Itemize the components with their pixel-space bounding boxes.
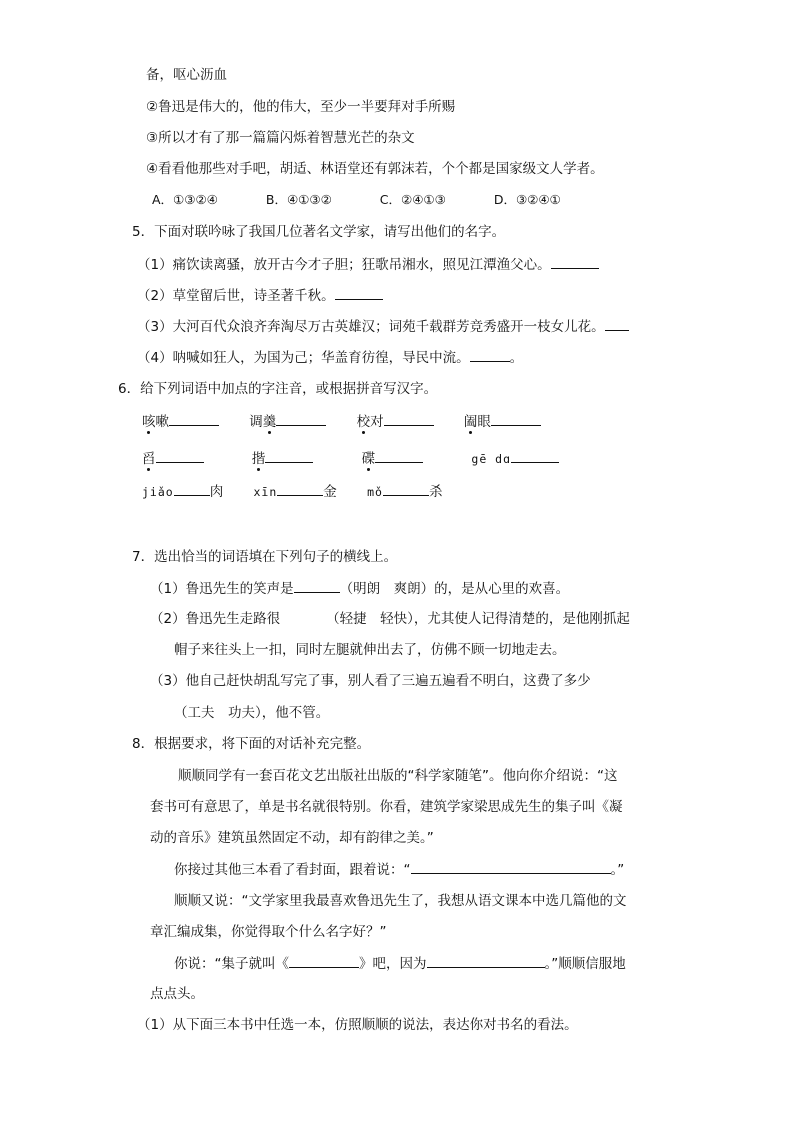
q6-row-1 — [142, 411, 541, 432]
q6-tail-2: 金 — [323, 484, 337, 500]
q5-item-4-text: （4）呐喊如狂人，为国为己；华盖育彷徨，导民中流。 — [137, 350, 470, 366]
q8-para-4-a: 你接过其他三本看了看封面，跟着说：“ — [174, 862, 411, 878]
q6-tail-3: 杀 — [428, 484, 443, 500]
q6-char-1: 舀 — [142, 451, 156, 467]
answer-blank[interactable] — [169, 411, 219, 426]
dotted-char: 咳 — [142, 414, 156, 430]
q4-option-a: A．①③②④ — [152, 192, 218, 207]
q8-para-1: 顺顺同学有一套百花文艺出版社出版的“科学家随笔”。他向你介绍说：“这 — [178, 768, 618, 784]
q6-pinyin-1: jiǎo — [142, 485, 174, 499]
q5-item-2 — [137, 285, 383, 306]
q6-pinyin-3: mǒ — [367, 485, 383, 499]
q8-para-4 — [174, 859, 624, 880]
q7-item-2 — [150, 609, 630, 629]
q4-options — [152, 190, 561, 210]
q4-option-b: B．④①③② — [265, 192, 332, 207]
answer-blank[interactable] — [265, 448, 313, 463]
answer-blank[interactable] — [411, 859, 611, 874]
q6-row-2 — [142, 448, 559, 469]
answer-blank[interactable] — [375, 448, 423, 463]
q8-para-7-b: 》吧，因为 — [359, 956, 427, 972]
q6-pinyin-2: xīn — [253, 485, 278, 499]
answer-blank[interactable] — [470, 347, 510, 362]
q8-para-7 — [174, 953, 626, 974]
q6-tail-1: 肉 — [209, 484, 224, 500]
answer-blank[interactable] — [294, 578, 340, 593]
q6-row-3 — [142, 481, 442, 502]
q8-stem: 8．根据要求，将下面的对话补充完整。 — [132, 736, 371, 752]
dotted-char: 羹 — [262, 414, 277, 430]
q7-item-1-b: （明朗 爽朗）的，是从心里的欢喜。 — [339, 581, 570, 597]
q8-para-8: 点点头。 — [150, 986, 204, 1002]
answer-blank[interactable] — [335, 285, 383, 300]
q6-word-3: 校对 — [356, 414, 384, 430]
q7-item-3: （3）他自己赶快胡乱写完了事，别人看了三遍五遍看不明白，这费了多少 — [150, 673, 591, 689]
q8-para-7-a: 你说：“集子就叫《 — [174, 956, 289, 972]
q7-item-2-cont: 帽子来往头上一扣，同时左腿就伸出去了，仿佛不顾一切地走去。 — [174, 642, 566, 658]
answer-blank[interactable] — [156, 448, 204, 463]
answer-blank[interactable] — [383, 481, 429, 496]
q5-item-1 — [137, 254, 599, 275]
q6-word-2: 调羹 — [249, 414, 277, 430]
q8-para-3: 动的音乐》建筑虽然固定不动，却有韵律之美。” — [150, 830, 434, 846]
q8-para-4-b: 。” — [610, 862, 625, 878]
q6-word-4: 阖眼 — [463, 414, 491, 430]
q7-item-2-a: （2）鲁迅先生走路很 — [150, 611, 281, 627]
dotted-char: 校 — [356, 414, 371, 430]
q4-item-4: ④看看他那些对手吧，胡适、林语堂还有郭沫若，个个都是国家级文人学者。 — [146, 161, 604, 177]
q6-char-2: 揩 — [251, 451, 266, 467]
q5-item-2-text: （2）草堂留后世，诗圣著千秋。 — [137, 288, 335, 304]
q7-item-2-b: （轻捷 轻快），尤其使人记得清楚的，是他刚抓起 — [326, 611, 630, 627]
answer-blank[interactable] — [605, 316, 629, 331]
q4-option-d: D．③②④① — [493, 192, 561, 207]
q5-stem: 5．下面对联吟咏了我国几位著名文学家，请写出他们的名字。 — [132, 224, 506, 240]
q4-item-2: ②鲁迅是伟大的，他的伟大，至少一半要拜对手所赐 — [146, 99, 456, 115]
q8-sub-1: （1）从下面三本书中任选一本，仿照顺顺的说法，表达你对书名的看法。 — [137, 1017, 578, 1033]
q6-stem: 6．给下列词语中加点的字注音，或根据拼音写汉字。 — [118, 381, 438, 397]
q7-item-1 — [150, 578, 569, 599]
q5-item-1-text: （1）痛饮读离骚，放开古今才子胆；狂歌吊湘水，照见江潭渔父心。 — [137, 257, 551, 273]
q6-char-3: 碟 — [361, 451, 376, 467]
q7-item-3-cont: （工夫 功夫），他不管。 — [174, 705, 330, 721]
answer-blank[interactable] — [427, 953, 545, 968]
answer-blank[interactable] — [276, 411, 326, 426]
dotted-char: 阖 — [463, 414, 478, 430]
q4-option-c: C．②④①③ — [379, 192, 446, 207]
q5-item-3 — [137, 316, 629, 337]
answer-blank[interactable] — [277, 481, 323, 496]
answer-blank[interactable] — [491, 411, 541, 426]
q8-para-6: 章汇编成集，你觉得取个什么名字好？” — [150, 924, 387, 940]
q4-item-3: ③所以才有了那一篇篇闪烁着智慧光芒的杂文 — [146, 130, 415, 146]
answer-blank[interactable] — [511, 448, 559, 463]
q6-word-1: 咳嗽 — [142, 414, 169, 430]
q7-stem: 7．选出恰当的词语填在下列句子的横线上。 — [132, 549, 398, 565]
q5-item-3-text: （3）大河百代众浪齐奔淘尽万古英雄汉；词苑千载群芳竞秀盛开一枝女儿花。 — [137, 319, 605, 335]
q7-item-1-a: （1）鲁迅先生的笑声是 — [150, 581, 294, 597]
q8-para-7-c: 。”顺顺信服地 — [544, 956, 626, 972]
answer-blank[interactable] — [551, 254, 599, 269]
q4-line-cont: 备，呕心沥血 — [146, 67, 227, 83]
q6-pinyin: gē dɑ — [471, 452, 512, 466]
q5-item-4 — [137, 347, 523, 368]
q8-para-2: 套书可有意思了，单是书名就很特别。你看，建筑学家梁思成先生的集子叫《凝 — [150, 799, 623, 815]
answer-blank[interactable] — [174, 481, 210, 496]
q8-para-5: 顺顺又说：“文学家里我最喜欢鲁迅先生了，我想从语文课本中选几篇他的文 — [174, 893, 627, 909]
q5-item-4-end: 。 — [509, 350, 524, 366]
answer-blank[interactable] — [384, 411, 434, 426]
answer-blank[interactable] — [289, 953, 359, 968]
